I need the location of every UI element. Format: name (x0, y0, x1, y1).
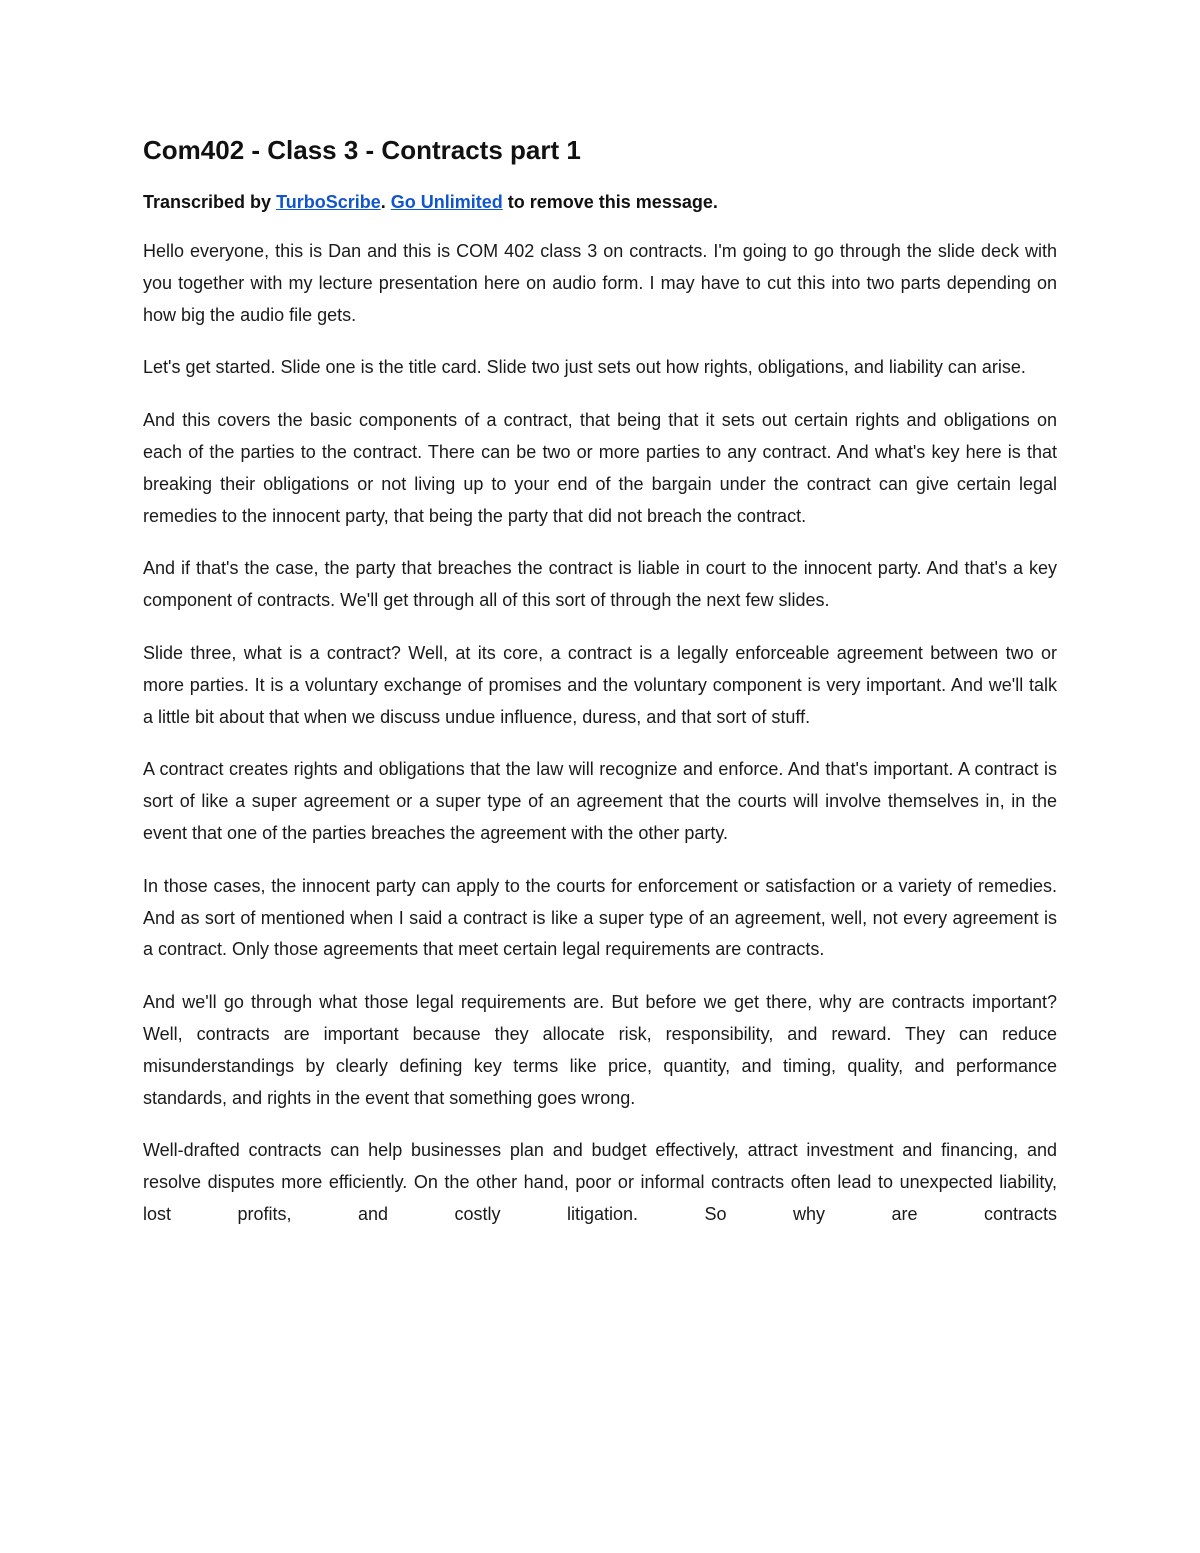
notice-prefix: Transcribed by (143, 192, 277, 212)
paragraph-9: Well-drafted contracts can help businesses plan and budget effectively, attract investment and financing, and resolve disputes more efficiently. On the other hand, poor or informal contracts often lead to unexpected liability, lost profits, and costly litigation. So why are contracts (143, 1140, 1057, 1224)
document-title: Com402 - Class 3 - Contracts part 1 (143, 135, 581, 165)
paragraph-6: A contract creates rights and obligations that the law will recognize and enforce. And that's important. A contract is sort of like a super agreement or a super type of an agreement that the courts will involve themselves in, in the event that one of the parties breaches the agreement with the other party. (143, 759, 1057, 843)
paragraph-2: Let's get started. Slide one is the title card. Slide two just sets out how rights, obligations, and liability can arise. (143, 357, 1026, 378)
paragraph-3: And this covers the basic components of a contract, that being that it sets out certain rights and obligations on each of the parties to the contract. There can be two or more parties to any contract. And what's key here is that breaking their obligations or not living up to your end of the bargain under the contract can give certain legal remedies to the innocent party, that being the party that did not breach the contract. (143, 410, 1057, 526)
document-page (143, 130, 1057, 1252)
transcription-notice (143, 188, 1057, 216)
turboscribe-link[interactable]: TurboScribe (276, 192, 381, 212)
paragraph-4: And if that's the case, the party that breaches the contract is liable in court to the innocent party. And that's a key component of contracts. We'll get through all of this sort of through the next few slides. (143, 558, 1057, 611)
paragraph-1: Hello everyone, this is Dan and this is COM 402 class 3 on contracts. I'm going to go through the slide deck with you together with my lecture presentation here on audio form. I may have to cut this into two parts depending on how big the audio file gets. (143, 241, 1057, 325)
paragraph-7: In those cases, the innocent party can apply to the courts for enforcement or satisfaction or a variety of remedies. And as sort of mentioned when I said a contract is like a super type of an agreement, well, not every agreement is a contract. Only those agreements that meet certain legal requirements are contracts. (143, 875, 1057, 960)
notice-suffix: to remove this message. (502, 192, 718, 212)
notice-middle: . (380, 192, 391, 212)
go-unlimited-link[interactable]: Go Unlimited (390, 192, 503, 212)
paragraph-8: And we'll go through what those legal requirements are. But before we get there, why are contracts important? Well, contracts are important because they allocate risk, responsibility, and reward. They can reduce misunderstandings by clearly defining key terms like price, quantity, and timing, quality, and performance standards, and rights in the event that something goes wrong. (143, 992, 1057, 1108)
transcript-body (143, 236, 1057, 1231)
paragraph-5: Slide three, what is a contract? Well, at its core, a contract is a legally enforceable agreement between two or more parties. It is a voluntary exchange of promises and the voluntary component is very important. And we'll talk a little bit about that when we discuss undue influence, duress, and that sort of stuff. (143, 642, 1057, 727)
